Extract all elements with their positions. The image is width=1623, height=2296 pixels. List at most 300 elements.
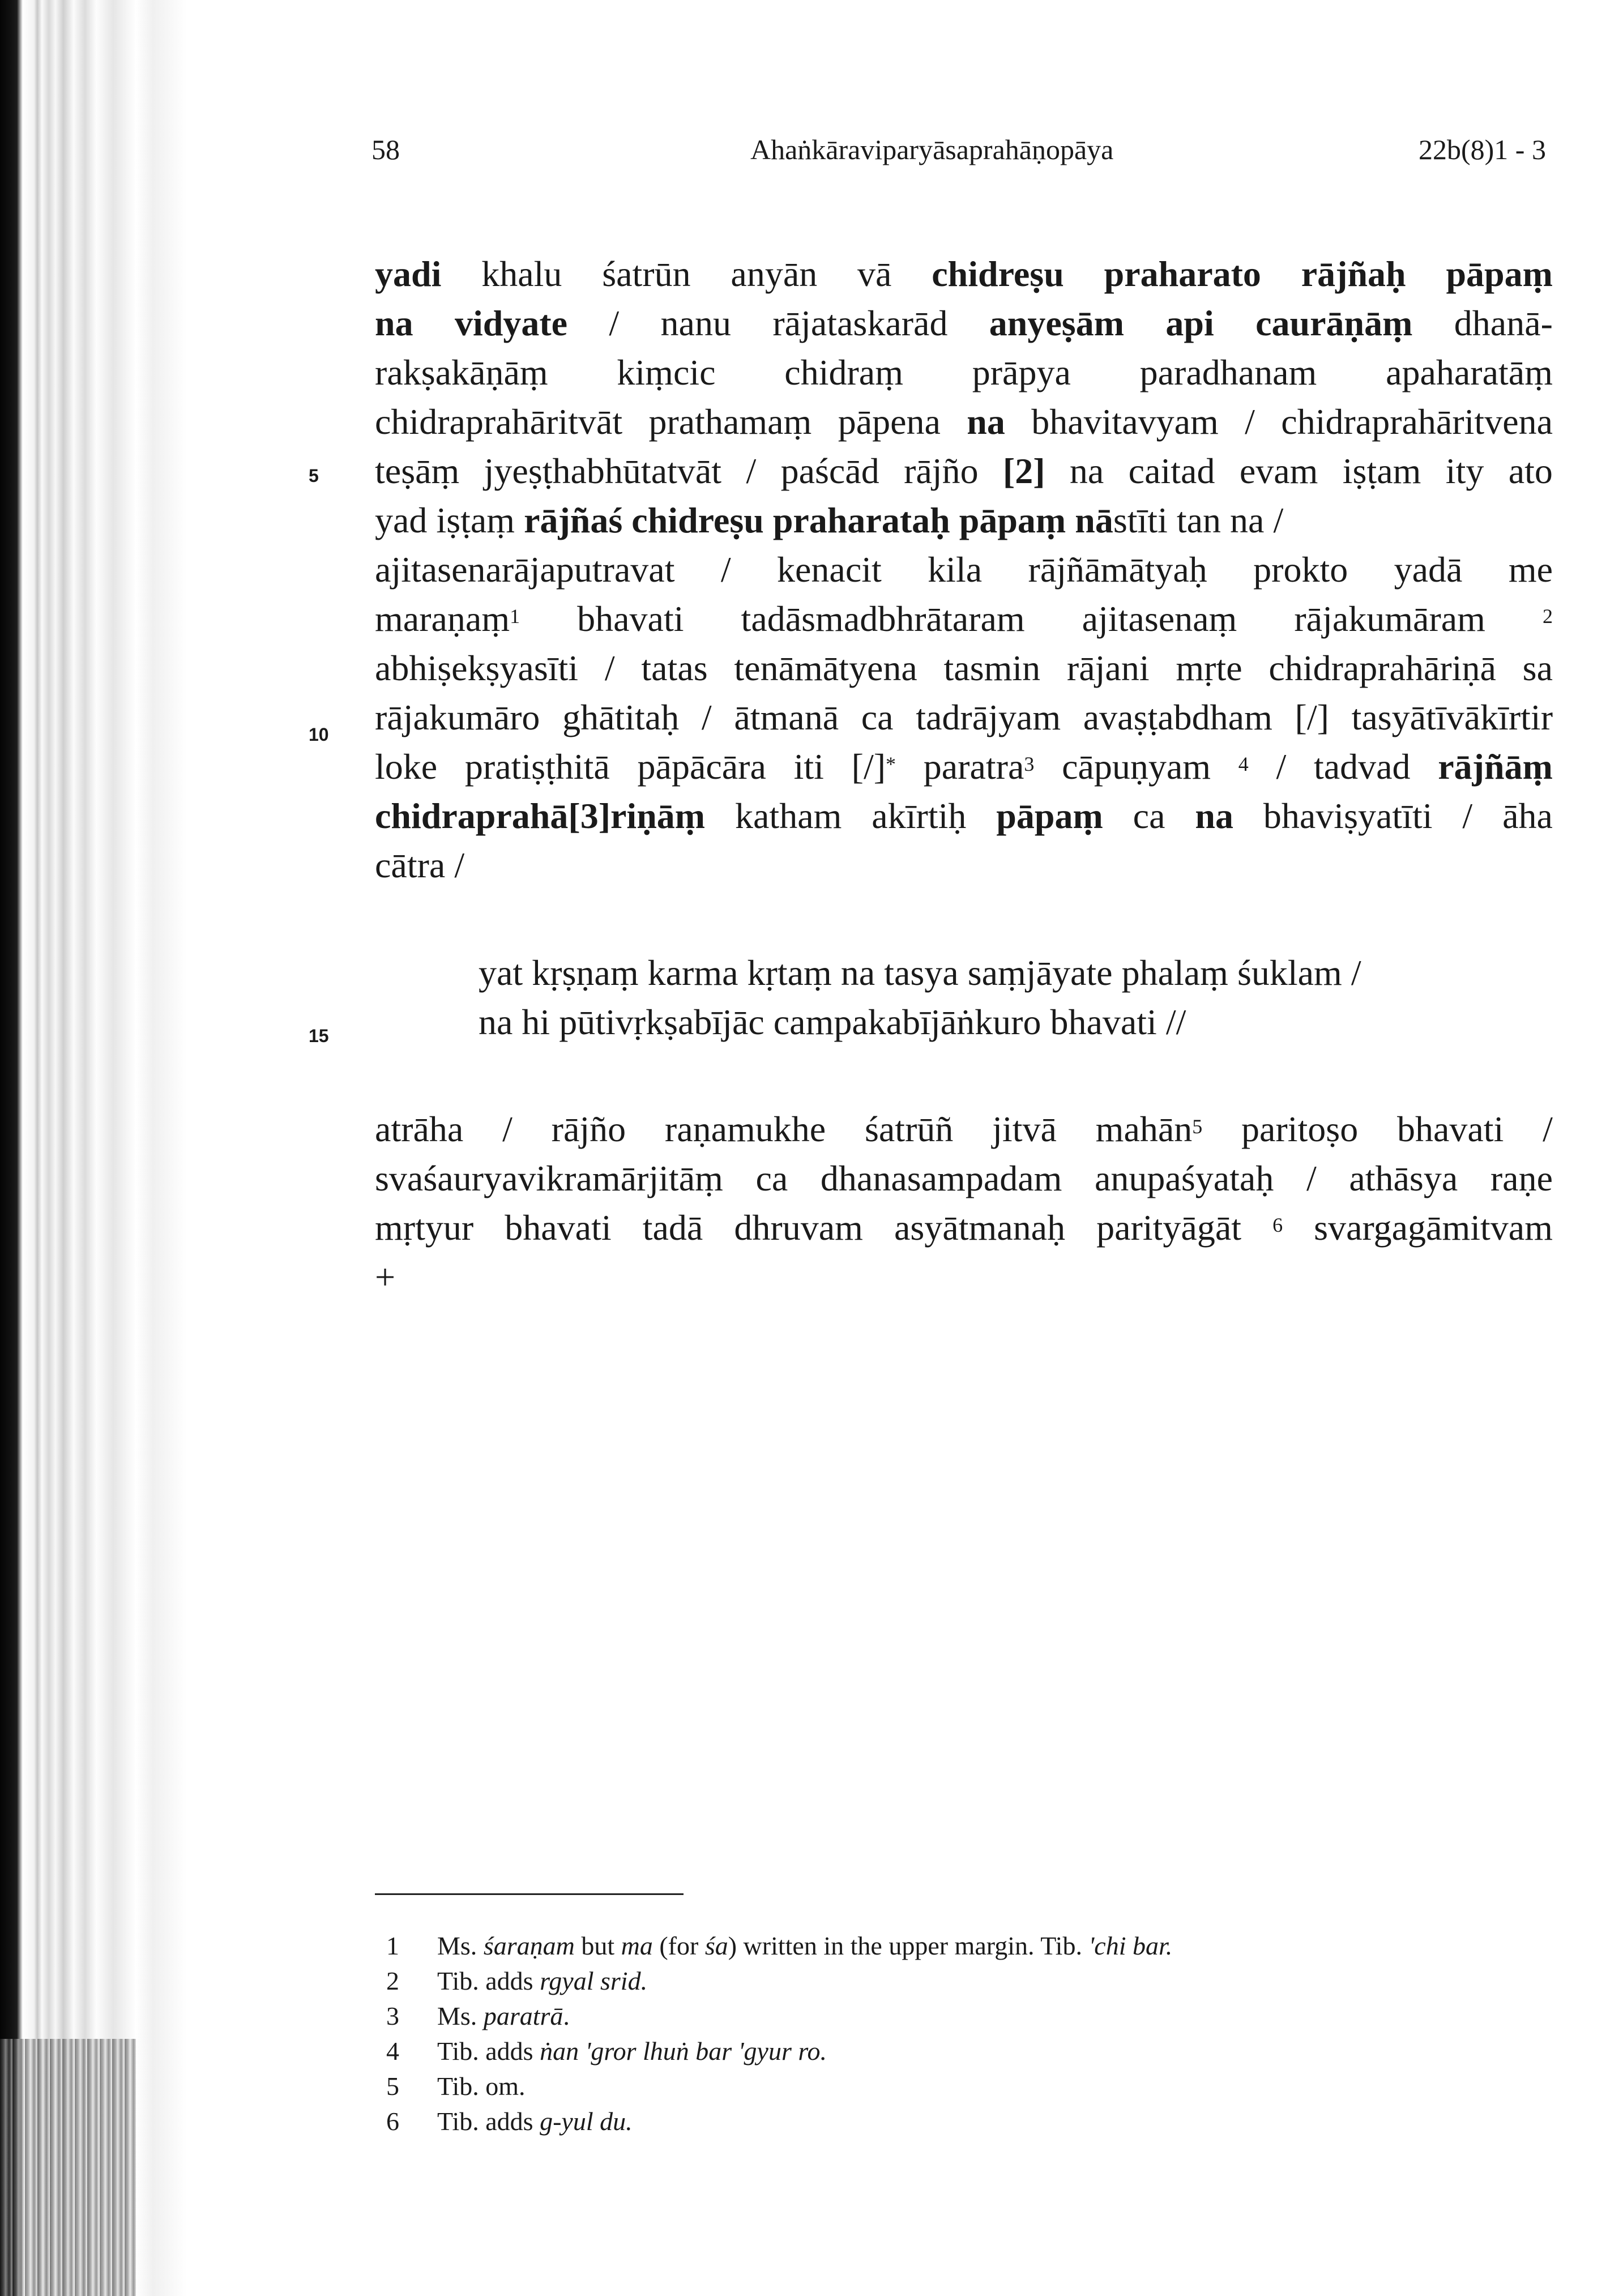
word (375, 594, 520, 643)
word (1083, 693, 1272, 742)
word (484, 446, 721, 496)
text-segment: Tib. adds (437, 2037, 540, 2065)
word (1245, 397, 1255, 446)
lemma-text: pāpaṃ (996, 796, 1103, 836)
text-segment: chidraprahāriṇā (1268, 648, 1496, 688)
word (1295, 693, 1329, 742)
text-segment: chidraprahāritvena (1281, 402, 1553, 442)
footnotes (375, 1928, 1172, 2139)
text-line (375, 693, 1553, 742)
word (1386, 348, 1553, 397)
word (838, 397, 941, 446)
word (505, 1203, 611, 1252)
word (1263, 791, 1433, 840)
text-segment: svaśauryavikramārjitāṃ (375, 1158, 723, 1198)
word (1523, 643, 1553, 693)
text-line (375, 1154, 1553, 1203)
word (1301, 249, 1406, 298)
word (375, 397, 622, 446)
text-segment: / (1462, 796, 1473, 836)
text-segment: athāsya (1349, 1158, 1458, 1198)
lemma-text: vidyate (454, 303, 568, 343)
text-segment: rājño (904, 451, 979, 491)
word (661, 298, 731, 348)
footnote-number: 5 (386, 2072, 399, 2101)
word (375, 1203, 473, 1252)
text-segment: tatas (641, 648, 708, 688)
text-segment: pāpena (838, 402, 941, 442)
text-segment: rakṣakāṇāṃ (375, 352, 548, 392)
text-segment: caitad (1128, 451, 1215, 491)
word (755, 1154, 788, 1203)
word (781, 446, 879, 496)
lemma-text: pāpaṃ (1446, 254, 1553, 294)
word (1343, 446, 1421, 496)
word (932, 249, 1064, 298)
text-segment: rgyal srid. (540, 1966, 648, 1995)
word (1096, 1104, 1203, 1154)
lemma-text: caurāṇāṃ (1255, 303, 1413, 343)
word (1255, 298, 1412, 348)
word (648, 397, 812, 446)
word (772, 298, 947, 348)
text-segment: śaraṇam (483, 1931, 575, 1960)
footnote-marker: 1 (510, 605, 520, 628)
text-segment: anyān (731, 254, 818, 294)
text-segment: katham (735, 796, 842, 836)
word (1238, 742, 1249, 791)
lemma-text: na (375, 303, 413, 343)
word (1349, 1154, 1458, 1203)
text-segment: maraṇaṃ (375, 599, 510, 639)
text-segment: / (604, 648, 615, 688)
text-segment: dhanasampadam (820, 1158, 1062, 1198)
text-line (375, 298, 1553, 348)
word (1096, 1203, 1241, 1252)
word (375, 249, 441, 298)
word (996, 791, 1103, 840)
text-segment: sa (1522, 648, 1553, 688)
text-segment: rājataskarād (772, 303, 948, 343)
footnote (375, 1999, 1172, 2034)
text-segment: rājño (551, 1109, 626, 1149)
text-segment: (for (652, 1931, 705, 1960)
word (609, 298, 619, 348)
text-segment: āha (1502, 796, 1553, 836)
word (924, 742, 1035, 791)
word (1031, 397, 1219, 446)
word (916, 693, 1061, 742)
text-segment: bhavitavyam (1031, 402, 1219, 442)
text-segment: ajitasenaṃ (1082, 599, 1237, 639)
text-segment: paratra (923, 746, 1024, 787)
text-segment: tadā (642, 1207, 703, 1248)
text-segment: Tib. adds (437, 2107, 540, 2136)
text-segment: rājakumāram (1294, 599, 1485, 639)
text-segment: Tib. adds (437, 1966, 540, 1995)
word (638, 742, 766, 791)
word (375, 545, 674, 594)
word (1543, 1104, 1553, 1154)
word (734, 693, 839, 742)
text-segment: ca (755, 1158, 788, 1198)
text-segment: bhaviṣyatīti (1263, 796, 1433, 836)
text-line (375, 643, 1553, 693)
word (617, 348, 715, 397)
text-segment: cātra / (375, 845, 465, 885)
word (1490, 1154, 1553, 1203)
text-line (375, 446, 1553, 496)
text-segment: paritoṣo (1241, 1109, 1359, 1149)
word (375, 1154, 723, 1203)
word (1281, 397, 1553, 446)
text-segment: yad iṣṭaṃ (375, 500, 524, 540)
text-segment: 'chi bar. (1088, 1931, 1173, 1960)
text-segment: nanu (660, 303, 731, 343)
text-segment: / (1306, 1158, 1317, 1198)
text-segment: śatrūñ (864, 1109, 954, 1149)
text-line (375, 496, 1553, 545)
word (375, 1104, 463, 1154)
word (852, 742, 896, 791)
text-segment: / (609, 303, 620, 343)
word (1165, 298, 1214, 348)
line-number-5: 5 (309, 466, 319, 486)
lemma-text: anyeṣām (989, 303, 1125, 343)
text-segment: loke (375, 746, 438, 787)
word (1446, 249, 1553, 298)
footnote (375, 2104, 1172, 2139)
footnote-number: 1 (386, 1931, 399, 1960)
text-segment: paścād (780, 451, 879, 491)
word (562, 693, 679, 742)
footnote (375, 2034, 1172, 2069)
word (1272, 1203, 1283, 1252)
text-segment: kiṃcic (617, 352, 716, 392)
word (944, 643, 1041, 693)
text-segment: kila (928, 549, 983, 590)
text-segment: tadvad (1313, 746, 1411, 787)
word (481, 249, 562, 298)
text-segment: apaharatāṃ (1386, 352, 1553, 392)
word (721, 545, 731, 594)
lemma-text: rājñaḥ (1301, 254, 1406, 294)
text-line (375, 545, 1553, 594)
footnote (375, 1928, 1172, 1964)
text-segment: abhiṣekṣyasīti (375, 648, 579, 688)
text-segment: tenāmātyena (734, 648, 917, 688)
word (1195, 791, 1233, 840)
word (641, 643, 707, 693)
text-line (375, 594, 1553, 643)
text-segment: iṣṭam (1342, 451, 1421, 491)
word (1133, 791, 1165, 840)
word (904, 446, 979, 496)
word (746, 446, 756, 496)
word (602, 249, 690, 298)
text-line (375, 840, 1553, 890)
word (1140, 348, 1317, 397)
word (1314, 1203, 1553, 1252)
word (1240, 446, 1318, 496)
text-segment: dhruvam (734, 1207, 863, 1248)
text-segment: / (1276, 746, 1287, 787)
text-segment: svargagāmitvam (1314, 1207, 1553, 1248)
word (375, 693, 540, 742)
footnote-number: 6 (386, 2107, 399, 2136)
text-segment: rājñāmātyaḥ (1028, 549, 1207, 590)
folio-reference: 22b(8)1 - 3 (1419, 134, 1546, 165)
word (702, 693, 712, 742)
word (1394, 545, 1463, 594)
running-title: Ahaṅkāraviparyāsaprahāṇopāya (750, 134, 1114, 165)
text-line (375, 1104, 1553, 1154)
verse-line: na hi pūtivṛkṣabījāc campakabījāṅkuro bhavati // (479, 1002, 1186, 1042)
word (375, 742, 437, 791)
word (1082, 594, 1237, 643)
footnote-marker: 2 (1542, 605, 1553, 628)
book-spine-shadow (0, 0, 187, 2296)
word (735, 791, 842, 840)
word (989, 298, 1124, 348)
text-segment: jyeṣṭhabhūtatvāt (484, 451, 722, 491)
text-segment: prathamaṃ (648, 402, 812, 442)
line-number-15: 15 (309, 1026, 329, 1046)
word (872, 791, 966, 840)
text-segment: / (502, 1109, 512, 1149)
text-segment: parityāgāt (1096, 1207, 1242, 1248)
text-segment: khalu (481, 254, 562, 294)
word (1176, 643, 1242, 693)
text-segment: ghātitaḥ (562, 697, 680, 737)
word (1294, 594, 1485, 643)
text-segment: + (375, 1257, 396, 1297)
footnote-number: 2 (386, 1966, 399, 1995)
word (1095, 1154, 1274, 1203)
word (465, 742, 610, 791)
text-line (375, 397, 1553, 446)
word (1509, 545, 1553, 594)
text-segment: atrāha (375, 1109, 464, 1149)
text-segment: kenacit (777, 549, 882, 590)
text-segment: prokto (1253, 549, 1348, 590)
text-segment: ajitasenarājaputravat (375, 549, 675, 590)
word (605, 643, 615, 693)
word (552, 1104, 626, 1154)
text-segment: na (1069, 451, 1104, 491)
text-segment: evam (1239, 451, 1318, 491)
lemma-text: rājñāṃ (1438, 746, 1553, 787)
text-line (375, 348, 1553, 397)
text-segment: [/] (851, 746, 886, 787)
paragraph-3 (375, 1104, 1553, 1301)
text-segment: Tib. om. (437, 2072, 526, 2101)
word (1241, 1104, 1358, 1154)
text-segment: g-yul du. (540, 2107, 633, 2136)
word (784, 348, 903, 397)
word (967, 397, 1005, 446)
word (992, 1104, 1057, 1154)
text-segment: śa (704, 1931, 728, 1960)
text-segment: [/] (1295, 697, 1329, 737)
footnote-marker: * (886, 753, 896, 775)
text-segment: mahān (1095, 1109, 1193, 1149)
lemma-text: api (1165, 303, 1214, 343)
text-segment: ) written in the upper margin. Tib. (728, 1931, 1089, 1960)
text-segment: rājani (1066, 648, 1150, 688)
lemma-text: na (1195, 796, 1233, 836)
footnote (375, 2069, 1172, 2104)
paragraph-1 (375, 249, 1553, 545)
word (1003, 446, 1045, 496)
word (1454, 298, 1553, 348)
word (928, 545, 982, 594)
word (794, 742, 824, 791)
text-segment: teṣāṃ (375, 451, 460, 491)
word (734, 1203, 863, 1252)
footnote-number: 4 (386, 2037, 399, 2065)
text-segment: me (1508, 549, 1553, 590)
text-segment: śatrūn (602, 254, 691, 294)
word (1352, 693, 1553, 742)
text-segment: / (720, 549, 731, 590)
text-segment: pratiṣṭhitā (464, 746, 610, 787)
text-line (375, 1252, 1553, 1301)
word (375, 791, 705, 840)
word (1397, 1104, 1504, 1154)
text-segment: / (746, 451, 757, 491)
text-segment: chidraprahāritvāt (375, 402, 623, 442)
text-segment: avaṣṭabdham (1083, 697, 1272, 737)
word (455, 298, 567, 348)
text-segment: iti (793, 746, 824, 787)
word (502, 1104, 512, 1154)
word (865, 1104, 953, 1154)
text-segment: anupaśyataḥ (1095, 1158, 1274, 1198)
text-line (375, 249, 1553, 298)
footnote-number: 3 (386, 2001, 399, 2030)
text-segment: ca (861, 697, 894, 737)
word (577, 594, 684, 643)
text-segment: Ms. (437, 2001, 484, 2030)
word (1543, 594, 1553, 643)
text-segment: stīti tan na / (1113, 500, 1284, 540)
word (1314, 742, 1411, 791)
text-segment: asyātmanaḥ (894, 1207, 1066, 1248)
word (894, 1203, 1065, 1252)
text-segment: bhavati (577, 599, 684, 639)
word (1438, 742, 1553, 791)
word (1104, 249, 1261, 298)
text-segment: mṛte (1176, 648, 1242, 688)
word (1276, 742, 1286, 791)
word (1268, 643, 1496, 693)
word (731, 249, 817, 298)
text-segment: Ms. (437, 1931, 484, 1960)
word (1306, 1154, 1317, 1203)
text-segment: dhanā- (1454, 303, 1553, 343)
text-segment: bhavati (1396, 1109, 1504, 1149)
line-number-10: 10 (309, 724, 329, 745)
text-segment: tasmin (943, 648, 1041, 688)
word (375, 643, 578, 693)
text-segment: rājakumāro (375, 697, 540, 737)
text-segment: prāpya (972, 352, 1071, 392)
word (643, 1203, 703, 1252)
lemma-text: na (967, 402, 1005, 442)
word (1446, 446, 1484, 496)
text-segment: ca (1133, 796, 1165, 836)
footnote (375, 1964, 1172, 1999)
word (777, 545, 882, 594)
text-segment: / (701, 697, 712, 737)
text-segment: bhavati (505, 1207, 612, 1248)
word (1462, 791, 1472, 840)
text-segment: raṇe (1490, 1158, 1553, 1198)
word (741, 594, 1025, 643)
text-segment: jitvā (992, 1109, 1057, 1149)
footnote-marker: 5 (1192, 1115, 1203, 1138)
text-segment: paratrā (483, 2001, 563, 2030)
text-segment: cāpuṇyam (1062, 746, 1211, 787)
text-segment: yadā (1394, 549, 1463, 590)
text-segment: pāpācāra (637, 746, 766, 787)
word (1062, 742, 1211, 791)
text-segment: raṇamukhe (664, 1109, 826, 1149)
word (821, 1154, 1062, 1203)
word (375, 446, 459, 496)
text-segment: ity (1445, 451, 1484, 491)
text-segment: / (1543, 1109, 1553, 1149)
text-segment: vā (857, 254, 892, 294)
word (972, 348, 1071, 397)
word (1129, 446, 1215, 496)
lemma-text: praharato (1104, 254, 1261, 294)
footnote-marker: 6 (1272, 1214, 1283, 1236)
text-line (375, 742, 1553, 791)
text-segment: chidraṃ (784, 352, 903, 392)
footnote-marker: 4 (1238, 753, 1249, 775)
text-segment: / (1245, 402, 1255, 442)
word (1509, 446, 1553, 496)
word (857, 249, 891, 298)
text-segment: tadāsmadbhrātaram (741, 599, 1025, 639)
word (1253, 545, 1348, 594)
word (665, 1104, 826, 1154)
lemma-text: rājñaś chidreṣu praharataḥ pāpaṃ nā (524, 500, 1113, 540)
text-segment: ātmanā (734, 697, 839, 737)
word (375, 298, 413, 348)
word (1067, 643, 1150, 693)
lemma-text: [2] (1002, 451, 1045, 491)
text-line (375, 1203, 1553, 1252)
text-segment: . (563, 2001, 570, 2030)
lemma-text: chidraprahā[3]riṇāṃ (375, 796, 706, 836)
book-spine-edge (0, 2039, 136, 2296)
footnote-marker: 3 (1024, 753, 1035, 775)
text-segment: paradhanam (1139, 352, 1317, 392)
text-segment: but (574, 1931, 621, 1960)
lemma-text: chidreṣu (932, 254, 1064, 294)
word (1028, 545, 1207, 594)
text-segment: ato (1508, 451, 1553, 491)
text-segment: ma (621, 1931, 653, 1960)
word (1502, 791, 1553, 840)
text-segment: mṛtyur (375, 1207, 474, 1248)
text-segment: tadrājyam (916, 697, 1061, 737)
word (861, 693, 894, 742)
text-segment: ṅan 'gror lhuṅ bar 'gyur ro. (540, 2037, 827, 2065)
